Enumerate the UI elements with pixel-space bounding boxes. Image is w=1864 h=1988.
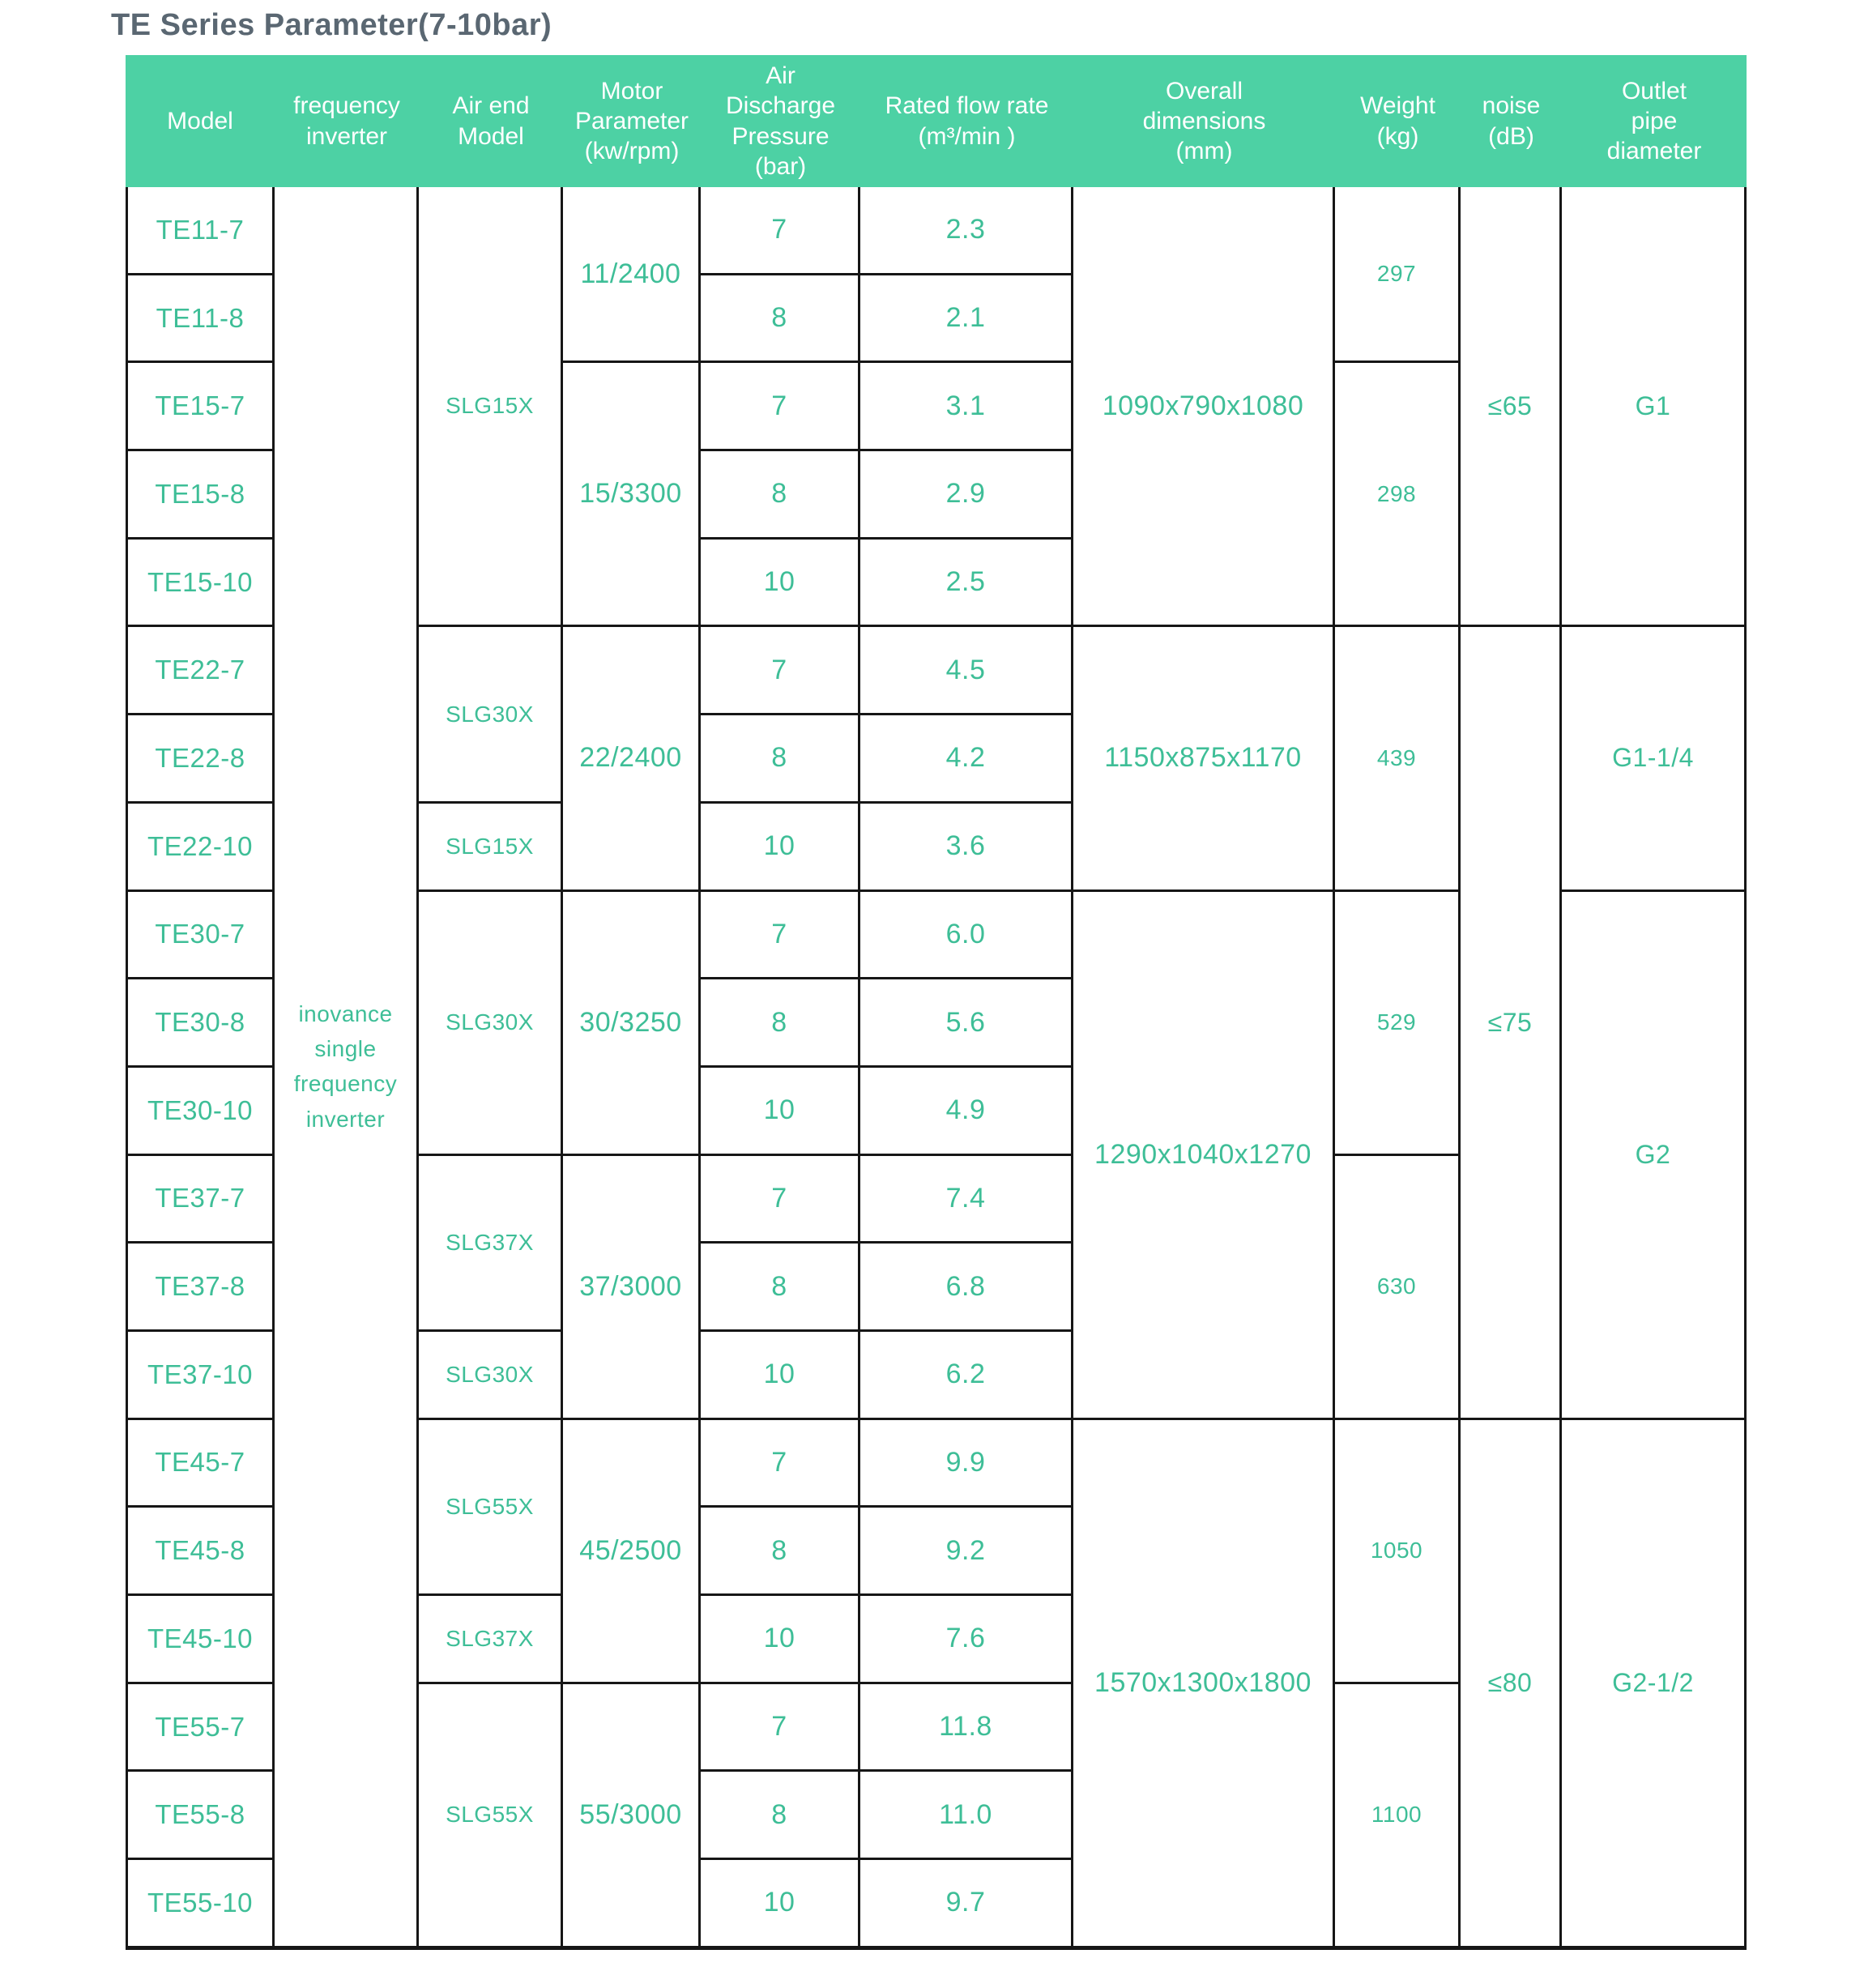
weight-cell: 1100 xyxy=(1335,1684,1461,1948)
model-cell: TE45-10 xyxy=(126,1596,275,1684)
air-end-model-cell: SLG30X xyxy=(419,892,563,1156)
model-cell: TE15-8 xyxy=(126,451,275,540)
column-header-rated-flow-rate: Rated flow rate (m³/min ) xyxy=(860,55,1073,187)
air-end-model-cell: SLG30X xyxy=(419,627,563,803)
air-discharge-pressure-cell: 7 xyxy=(701,627,860,715)
outlet-pipe-diameter-cell: G1 xyxy=(1562,187,1747,627)
air-discharge-pressure-cell: 7 xyxy=(701,1156,860,1244)
model-cell: TE30-10 xyxy=(126,1068,275,1156)
column-header-motor-parameter: Motor Parameter (kw/rpm) xyxy=(563,55,701,187)
model-cell: TE15-7 xyxy=(126,363,275,451)
model-cell: TE22-8 xyxy=(126,715,275,804)
model-cell: TE30-7 xyxy=(126,892,275,980)
model-cell: TE55-10 xyxy=(126,1860,275,1948)
rated-flow-rate-cell: 4.9 xyxy=(860,1068,1073,1156)
page-title: TE Series Parameter(7-10bar) xyxy=(111,8,552,42)
rated-flow-rate-cell: 6.8 xyxy=(860,1244,1073,1332)
rated-flow-rate-cell: 6.2 xyxy=(860,1332,1073,1420)
air-end-model-cell: SLG37X xyxy=(419,1596,563,1684)
air-discharge-pressure-cell: 8 xyxy=(701,1244,860,1332)
rated-flow-rate-cell: 11.0 xyxy=(860,1772,1073,1860)
model-cell: TE11-8 xyxy=(126,275,275,364)
air-discharge-pressure-cell: 8 xyxy=(701,275,860,364)
weight-cell: 529 xyxy=(1335,892,1461,1156)
air-discharge-pressure-cell: 8 xyxy=(701,1772,860,1860)
rated-flow-rate-cell: 7.6 xyxy=(860,1596,1073,1684)
outlet-pipe-diameter-cell: G2-1/2 xyxy=(1562,1420,1747,1948)
model-cell: TE15-10 xyxy=(126,540,275,628)
rated-flow-rate-cell: 7.4 xyxy=(860,1156,1073,1244)
model-cell: TE37-7 xyxy=(126,1156,275,1244)
column-header-model: Model xyxy=(126,55,275,187)
air-end-model-cell: SLG15X xyxy=(419,804,563,892)
column-header-noise: noise (dB) xyxy=(1461,55,1562,187)
column-header-overall-dimensions: Overall dimensions (mm) xyxy=(1073,55,1335,187)
motor-parameter-cell: 11/2400 xyxy=(563,187,701,363)
weight-cell: 298 xyxy=(1335,363,1461,627)
air-discharge-pressure-cell: 7 xyxy=(701,892,860,980)
air-discharge-pressure-cell: 8 xyxy=(701,715,860,804)
air-discharge-pressure-cell: 10 xyxy=(701,804,860,892)
air-discharge-pressure-cell: 8 xyxy=(701,451,860,540)
frequency-inverter-cell: inovance single frequency inverter xyxy=(275,187,419,1948)
rated-flow-rate-cell: 9.9 xyxy=(860,1420,1073,1508)
air-discharge-pressure-cell: 8 xyxy=(701,1508,860,1596)
air-end-model-cell: SLG55X xyxy=(419,1684,563,1948)
model-cell: TE11-7 xyxy=(126,187,275,275)
motor-parameter-cell: 30/3250 xyxy=(563,892,701,1156)
motor-parameter-cell: 55/3000 xyxy=(563,1684,701,1948)
air-end-model-cell: SLG37X xyxy=(419,1156,563,1332)
rated-flow-rate-cell: 9.7 xyxy=(860,1860,1073,1948)
overall-dimensions-cell: 1150x875x1170 xyxy=(1073,627,1335,891)
rated-flow-rate-cell: 3.1 xyxy=(860,363,1073,451)
column-header-air-discharge-pressure: Air Discharge Pressure (bar) xyxy=(701,55,860,187)
air-discharge-pressure-cell: 7 xyxy=(701,1420,860,1508)
column-header-weight: Weight (kg) xyxy=(1335,55,1461,187)
model-cell: TE22-7 xyxy=(126,627,275,715)
air-end-model-cell: SLG15X xyxy=(419,187,563,627)
outlet-pipe-diameter-cell: G2 xyxy=(1562,892,1747,1420)
rated-flow-rate-cell: 2.1 xyxy=(860,275,1073,364)
rated-flow-rate-cell: 2.3 xyxy=(860,187,1073,275)
motor-parameter-cell: 15/3300 xyxy=(563,363,701,627)
air-end-model-cell: SLG30X xyxy=(419,1332,563,1420)
air-discharge-pressure-cell: 7 xyxy=(701,187,860,275)
column-header-outlet-pipe-diameter: Outlet pipe diameter xyxy=(1562,55,1747,187)
rated-flow-rate-cell: 5.6 xyxy=(860,979,1073,1068)
rated-flow-rate-cell: 2.9 xyxy=(860,451,1073,540)
air-discharge-pressure-cell: 10 xyxy=(701,1860,860,1948)
rated-flow-rate-cell: 3.6 xyxy=(860,804,1073,892)
air-discharge-pressure-cell: 10 xyxy=(701,1596,860,1684)
model-cell: TE22-10 xyxy=(126,804,275,892)
air-discharge-pressure-cell: 10 xyxy=(701,1068,860,1156)
motor-parameter-cell: 22/2400 xyxy=(563,627,701,891)
rated-flow-rate-cell: 2.5 xyxy=(860,540,1073,628)
overall-dimensions-cell: 1290x1040x1270 xyxy=(1073,892,1335,1420)
rated-flow-rate-cell: 11.8 xyxy=(860,1684,1073,1773)
model-cell: TE55-8 xyxy=(126,1772,275,1860)
overall-dimensions-cell: 1570x1300x1800 xyxy=(1073,1420,1335,1948)
weight-cell: 297 xyxy=(1335,187,1461,363)
model-cell: TE30-8 xyxy=(126,979,275,1068)
noise-cell: ≤65 xyxy=(1461,187,1562,627)
air-discharge-pressure-cell: 7 xyxy=(701,363,860,451)
outlet-pipe-diameter-cell: G1-1/4 xyxy=(1562,627,1747,891)
rated-flow-rate-cell: 9.2 xyxy=(860,1508,1073,1596)
motor-parameter-cell: 45/2500 xyxy=(563,1420,701,1684)
model-cell: TE37-10 xyxy=(126,1332,275,1420)
model-cell: TE45-8 xyxy=(126,1508,275,1596)
motor-parameter-cell: 37/3000 xyxy=(563,1156,701,1420)
noise-cell: ≤75 xyxy=(1461,627,1562,1419)
air-discharge-pressure-cell: 10 xyxy=(701,1332,860,1420)
air-discharge-pressure-cell: 8 xyxy=(701,979,860,1068)
air-end-model-cell: SLG55X xyxy=(419,1420,563,1596)
weight-cell: 439 xyxy=(1335,627,1461,891)
te-series-parameter-table xyxy=(126,55,1747,1950)
noise-cell: ≤80 xyxy=(1461,1420,1562,1948)
column-header-air-end-model: Air end Model xyxy=(419,55,563,187)
air-discharge-pressure-cell: 7 xyxy=(701,1684,860,1773)
overall-dimensions-cell: 1090x790x1080 xyxy=(1073,187,1335,627)
air-discharge-pressure-cell: 10 xyxy=(701,540,860,628)
weight-cell: 1050 xyxy=(1335,1420,1461,1684)
rated-flow-rate-cell: 4.5 xyxy=(860,627,1073,715)
weight-cell: 630 xyxy=(1335,1156,1461,1420)
rated-flow-rate-cell: 6.0 xyxy=(860,892,1073,980)
column-header-frequency-inverter: frequency inverter xyxy=(275,55,419,187)
rated-flow-rate-cell: 4.2 xyxy=(860,715,1073,804)
model-cell: TE45-7 xyxy=(126,1420,275,1508)
model-cell: TE55-7 xyxy=(126,1684,275,1773)
model-cell: TE37-8 xyxy=(126,1244,275,1332)
